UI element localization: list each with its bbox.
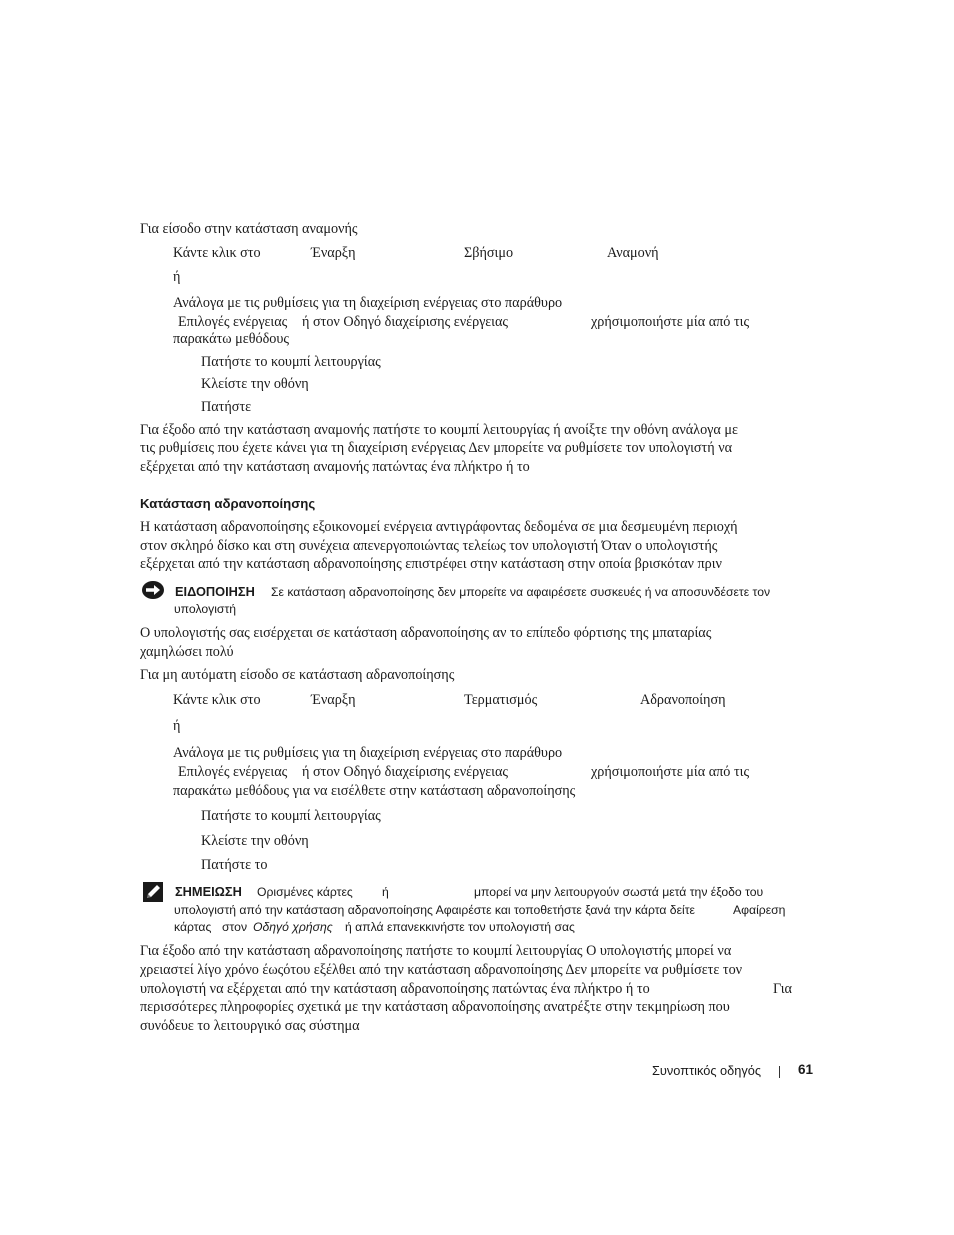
- hibernate-option-close-display: Κλείστε την οθόνη: [201, 833, 309, 849]
- standby-option-press-key: Πατήστε: [201, 399, 252, 415]
- note-line1-rest: μπορεί να μην λειτουργούν σωστά μετά την έξοδο του: [474, 885, 764, 899]
- hibernate-desc-line1: Η κατάσταση αδρανοποίησης εξοικονομεί ενέργεια αντιγράφοντας δεδομένα σε μια δεσμευμένη περιοχή: [140, 519, 738, 535]
- hibernate-exit-line4: περισσότερες πληροφορίες σχετικά με την κατάσταση αδρανοποίησης ανατρέξτε στην τεκμηρίωση που: [140, 999, 730, 1015]
- hibernate-or: ή: [173, 718, 181, 734]
- standby-exit-line3: εξέρχεται από την κατάσταση αναμονής πατώντας ένα πλήκτρο ή το: [140, 459, 530, 475]
- hibernate-alt-power-wizard: ή στον Οδηγό διαχείρισης ενέργειας: [302, 764, 509, 780]
- notice-label: ΕΙΔΟΠΟΙΗΣΗ: [175, 584, 255, 599]
- hibernate-alt-power-options: Επιλογές ενέργειας: [178, 764, 288, 780]
- hibernate-step-start: Έναρξη: [311, 692, 356, 708]
- standby-alt-line1: Ανάλογα με τις ρυθμίσεις για τη διαχείριση ενέργειας στο παράθυρο: [173, 295, 563, 311]
- standby-alt-line3: παρακάτω μεθόδους: [173, 331, 290, 347]
- note-label: ΣΗΜΕΙΩΣΗ: [175, 884, 242, 899]
- note-icon: [142, 881, 164, 903]
- notice-line1: Σε κατάσταση αδρανοποίησης δεν μπορείτε να αφαιρέσετε συσκευές ή να αποσυνδέσετε τον: [271, 585, 771, 599]
- footer-divider: [779, 1066, 780, 1078]
- hibernate-exit-line3: υπολογιστή να εξέρχεται από την κατάσταση αδρανοποίησης πατώντας ένα πλήκτρο ή το: [140, 981, 650, 997]
- standby-step-click: Κάντε κλικ στο: [173, 245, 261, 261]
- standby-exit-line2: τις ρυθμίσεις που έχετε κάνει για τη διαχείριση ενέργειας Δεν μπορείτε να ρυθμίσετε τον υπολογιστή να: [140, 440, 733, 456]
- note-line2: υπολογιστή από την κατάσταση αδρανοποίησης Αφαιρέστε και τοποθετήστε ξανά την κάρτα δείτε: [174, 903, 695, 917]
- hibernate-step-click: Κάντε κλικ στο: [173, 692, 261, 708]
- note-line1-or: ή: [382, 885, 389, 899]
- hibernate-option-press-key: Πατήστε το: [201, 857, 268, 873]
- hibernate-exit-line1: Για έξοδο από την κατάσταση αδρανοποίησης πατήστε το κουμπί λειτουργίας Ο υπολογιστής μπορεί να: [140, 943, 732, 959]
- standby-alt-power-options: Επιλογές ενέργειας: [178, 314, 288, 330]
- hibernate-exit-line3-for: Για: [773, 981, 792, 997]
- standby-or: ή: [173, 269, 181, 285]
- note-line3-card: κάρτας: [174, 920, 212, 934]
- standby-alt-power-wizard: ή στον Οδηγό διαχείρισης ενέργειας: [302, 314, 509, 330]
- notice-line2: υπολογιστή: [174, 602, 237, 616]
- note-line2-removing: Αφαίρεση: [733, 903, 786, 917]
- standby-alt-use: χρήσιμοποιήστε μία από τις: [591, 314, 750, 330]
- hibernate-step-hibernate: Αδρανοποίηση: [640, 692, 726, 708]
- hibernate-alt-line3: παρακάτω μεθόδους για να εισέλθετε στην κατάσταση αδρανοποίησης: [173, 783, 576, 799]
- standby-step-shutdown: Σβήσιμο: [464, 245, 514, 261]
- battery-line1: Ο υπολογιστής σας εισέρχεται σε κατάσταση αδρανοποίησης αν το επίπεδο φόρτισης της μπαταρίας: [140, 625, 712, 641]
- page-number: 61: [798, 1062, 814, 1077]
- standby-step-start: Έναρξη: [311, 245, 356, 261]
- note-line3-users-guide: Οδηγό χρήσης: [253, 920, 333, 934]
- note-line1-cards: Ορισμένες κάρτες: [257, 885, 353, 899]
- note-line3-in: στον: [222, 920, 248, 934]
- hibernate-alt-line1: Ανάλογα με τις ρυθμίσεις για τη διαχείριση ενέργειας στο παράθυρο: [173, 745, 563, 761]
- standby-step-standby: Αναμονή: [607, 245, 659, 261]
- battery-line2: χαμηλώσει πολύ: [140, 644, 234, 660]
- standby-exit-line1: Για έξοδο από την κατάσταση αναμονής πατήστε το κουμπί λειτουργίας ή ανοίξτε την οθόνη ανάλογα με: [140, 422, 738, 438]
- hibernate-heading: Κατάσταση αδρανοποίησης: [140, 496, 316, 511]
- standby-option-close-display: Κλείστε την οθόνη: [201, 376, 309, 392]
- hibernate-manual-intro: Για μη αυτόματη είσοδο σε κατάσταση αδρανοποίησης: [140, 667, 455, 683]
- notice-icon: [141, 580, 165, 600]
- hibernate-desc-line3: εξέρχεται από την κατάσταση αδρανοποίησης επιστρέφει στην κατάσταση στην οποία βρισκόταν πριν: [140, 556, 722, 572]
- hibernate-alt-use: χρήσιμοποιήστε μία από τις: [591, 764, 750, 780]
- standby-intro: Για είσοδο στην κατάσταση αναμονής: [140, 221, 358, 237]
- hibernate-option-power-button: Πατήστε το κουμπί λειτουργίας: [201, 808, 381, 824]
- footer-section-title: Συνοπτικός οδηγός: [652, 1063, 762, 1078]
- hibernate-step-shutdown: Τερματισμός: [464, 692, 538, 708]
- hibernate-exit-line2: χρειαστεί λίγο χρόνο έωςότου εξέλθει από την κατάσταση αδρανοποίησης Δεν μπορείτε να ρυθμίσετε τον: [140, 962, 743, 978]
- standby-option-power-button: Πατήστε το κουμπί λειτουργίας: [201, 354, 381, 370]
- hibernate-desc-line2: στον σκληρό δίσκο και στη συνέχεια απενεργοποιώντας τελείως τον υπολογιστή Όταν ο υπολογιστής: [140, 538, 718, 554]
- note-line3-rest: ή απλά επανεκκινήστε τον υπολογιστή σας: [345, 920, 575, 934]
- hibernate-exit-line5: συνόδευε το λειτουργικό σας σύστημα: [140, 1018, 360, 1034]
